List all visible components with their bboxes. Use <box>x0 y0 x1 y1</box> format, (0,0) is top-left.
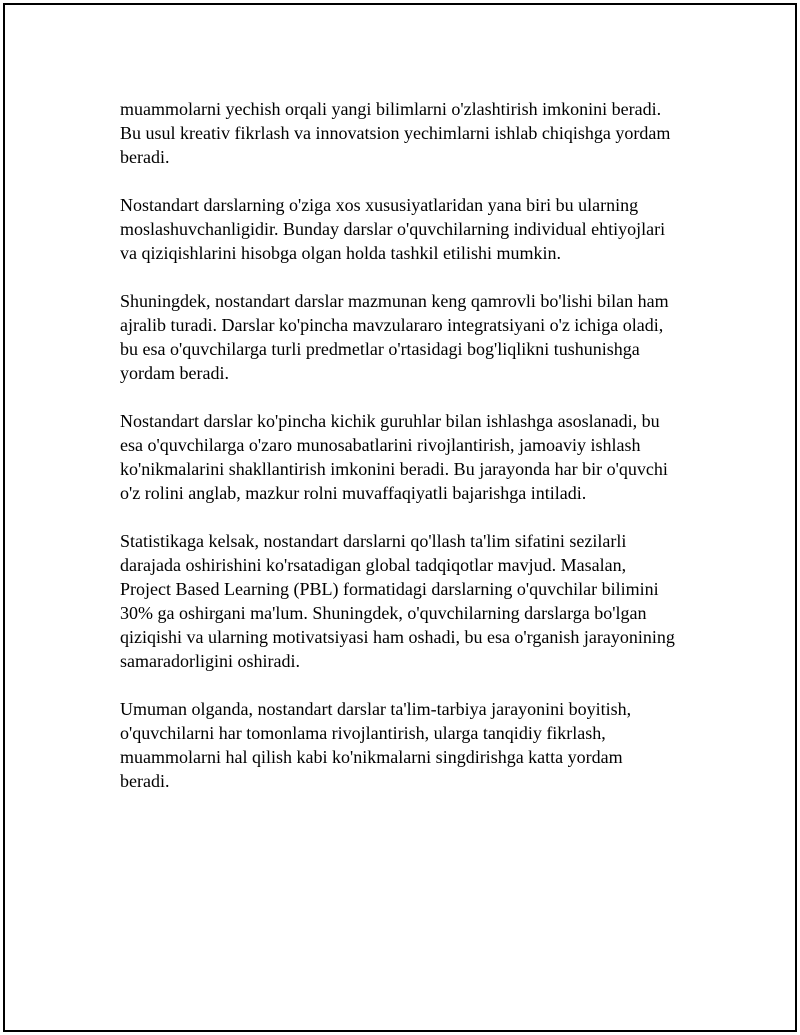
text-line: esa o'quvchilarga o'zaro munosabatlarini rivojlantirish, jamoaviy ishlash <box>120 435 641 455</box>
text-line: Statistikaga kelsak, nostandart darslarni qo'llash ta'lim sifatini sezilarli <box>120 531 627 551</box>
text-line: bu esa o'quvchilarga turli predmetlar o'rtasidagi bog'liqlikni tushunishga <box>120 339 640 359</box>
paragraph-3 <box>120 289 700 385</box>
text-line: va qiziqishlarini hisobga olgan holda tashkil etilishi mumkin. <box>120 243 561 263</box>
text-line: beradi. <box>120 771 170 791</box>
text-line: Shuningdek, nostandart darslar mazmunan keng qamrovli bo'lishi bilan ham <box>120 291 669 311</box>
paragraph-4 <box>120 409 700 505</box>
text-line: samaradorligini oshiradi. <box>120 651 300 671</box>
text-line: muammolarni yechish orqali yangi bilimlarni o'zlashtirish imkonini beradi. <box>120 99 662 119</box>
text-line: o'z rolini anglab, mazkur rolni muvaffaqiyatli bajarishga intiladi. <box>120 483 587 503</box>
paragraph-2 <box>120 193 700 265</box>
text-line: muammolarni hal qilish kabi ko'nikmalarni singdirishga katta yordam <box>120 747 623 767</box>
text-line: Bu usul kreativ fikrlash va innovatsion yechimlarni ishlab chiqishga yordam <box>120 123 671 143</box>
text-line: Nostandart darslarning o'ziga xos xususiyatlaridan yana biri bu ularning <box>120 195 639 215</box>
document-page <box>3 3 797 1032</box>
text-line: qiziqishi va ularning motivatsiyasi ham oshadi, bu esa o'rganish jarayonining <box>120 627 675 647</box>
paragraph-5 <box>120 529 700 673</box>
text-line: beradi. <box>120 147 170 167</box>
text-line: Project Based Learning (PBL) formatidagi darslarning o'quvchilar bilimini <box>120 579 659 599</box>
text-line: o'quvchilarni har tomonlama rivojlantirish, ularga tanqidiy fikrlash, <box>120 723 606 743</box>
text-line: darajada oshirishini ko'rsatadigan global tadqiqotlar mavjud. Masalan, <box>120 555 627 575</box>
paragraph-6 <box>120 697 700 793</box>
paragraph-1 <box>120 97 700 169</box>
text-line: 30% ga oshirgani ma'lum. Shuningdek, o'quvchilarning darslarga bo'lgan <box>120 603 647 623</box>
text-line: Nostandart darslar ko'pincha kichik guruhlar bilan ishlashga asoslanadi, bu <box>120 411 660 431</box>
document-body <box>120 97 700 817</box>
text-line: ko'nikmalarini shakllantirish imkonini beradi. Bu jarayonda har bir o'quvchi <box>120 459 668 479</box>
text-line: moslashuvchanligidir. Bunday darslar o'quvchilarning individual ehtiyojlari <box>120 219 666 239</box>
text-line: ajralib turadi. Darslar ko'pincha mavzulararo integratsiyani o'z ichiga oladi, <box>120 315 664 335</box>
text-line: yordam beradi. <box>120 363 229 383</box>
text-line: Umuman olganda, nostandart darslar ta'lim-tarbiya jarayonini boyitish, <box>120 699 632 719</box>
